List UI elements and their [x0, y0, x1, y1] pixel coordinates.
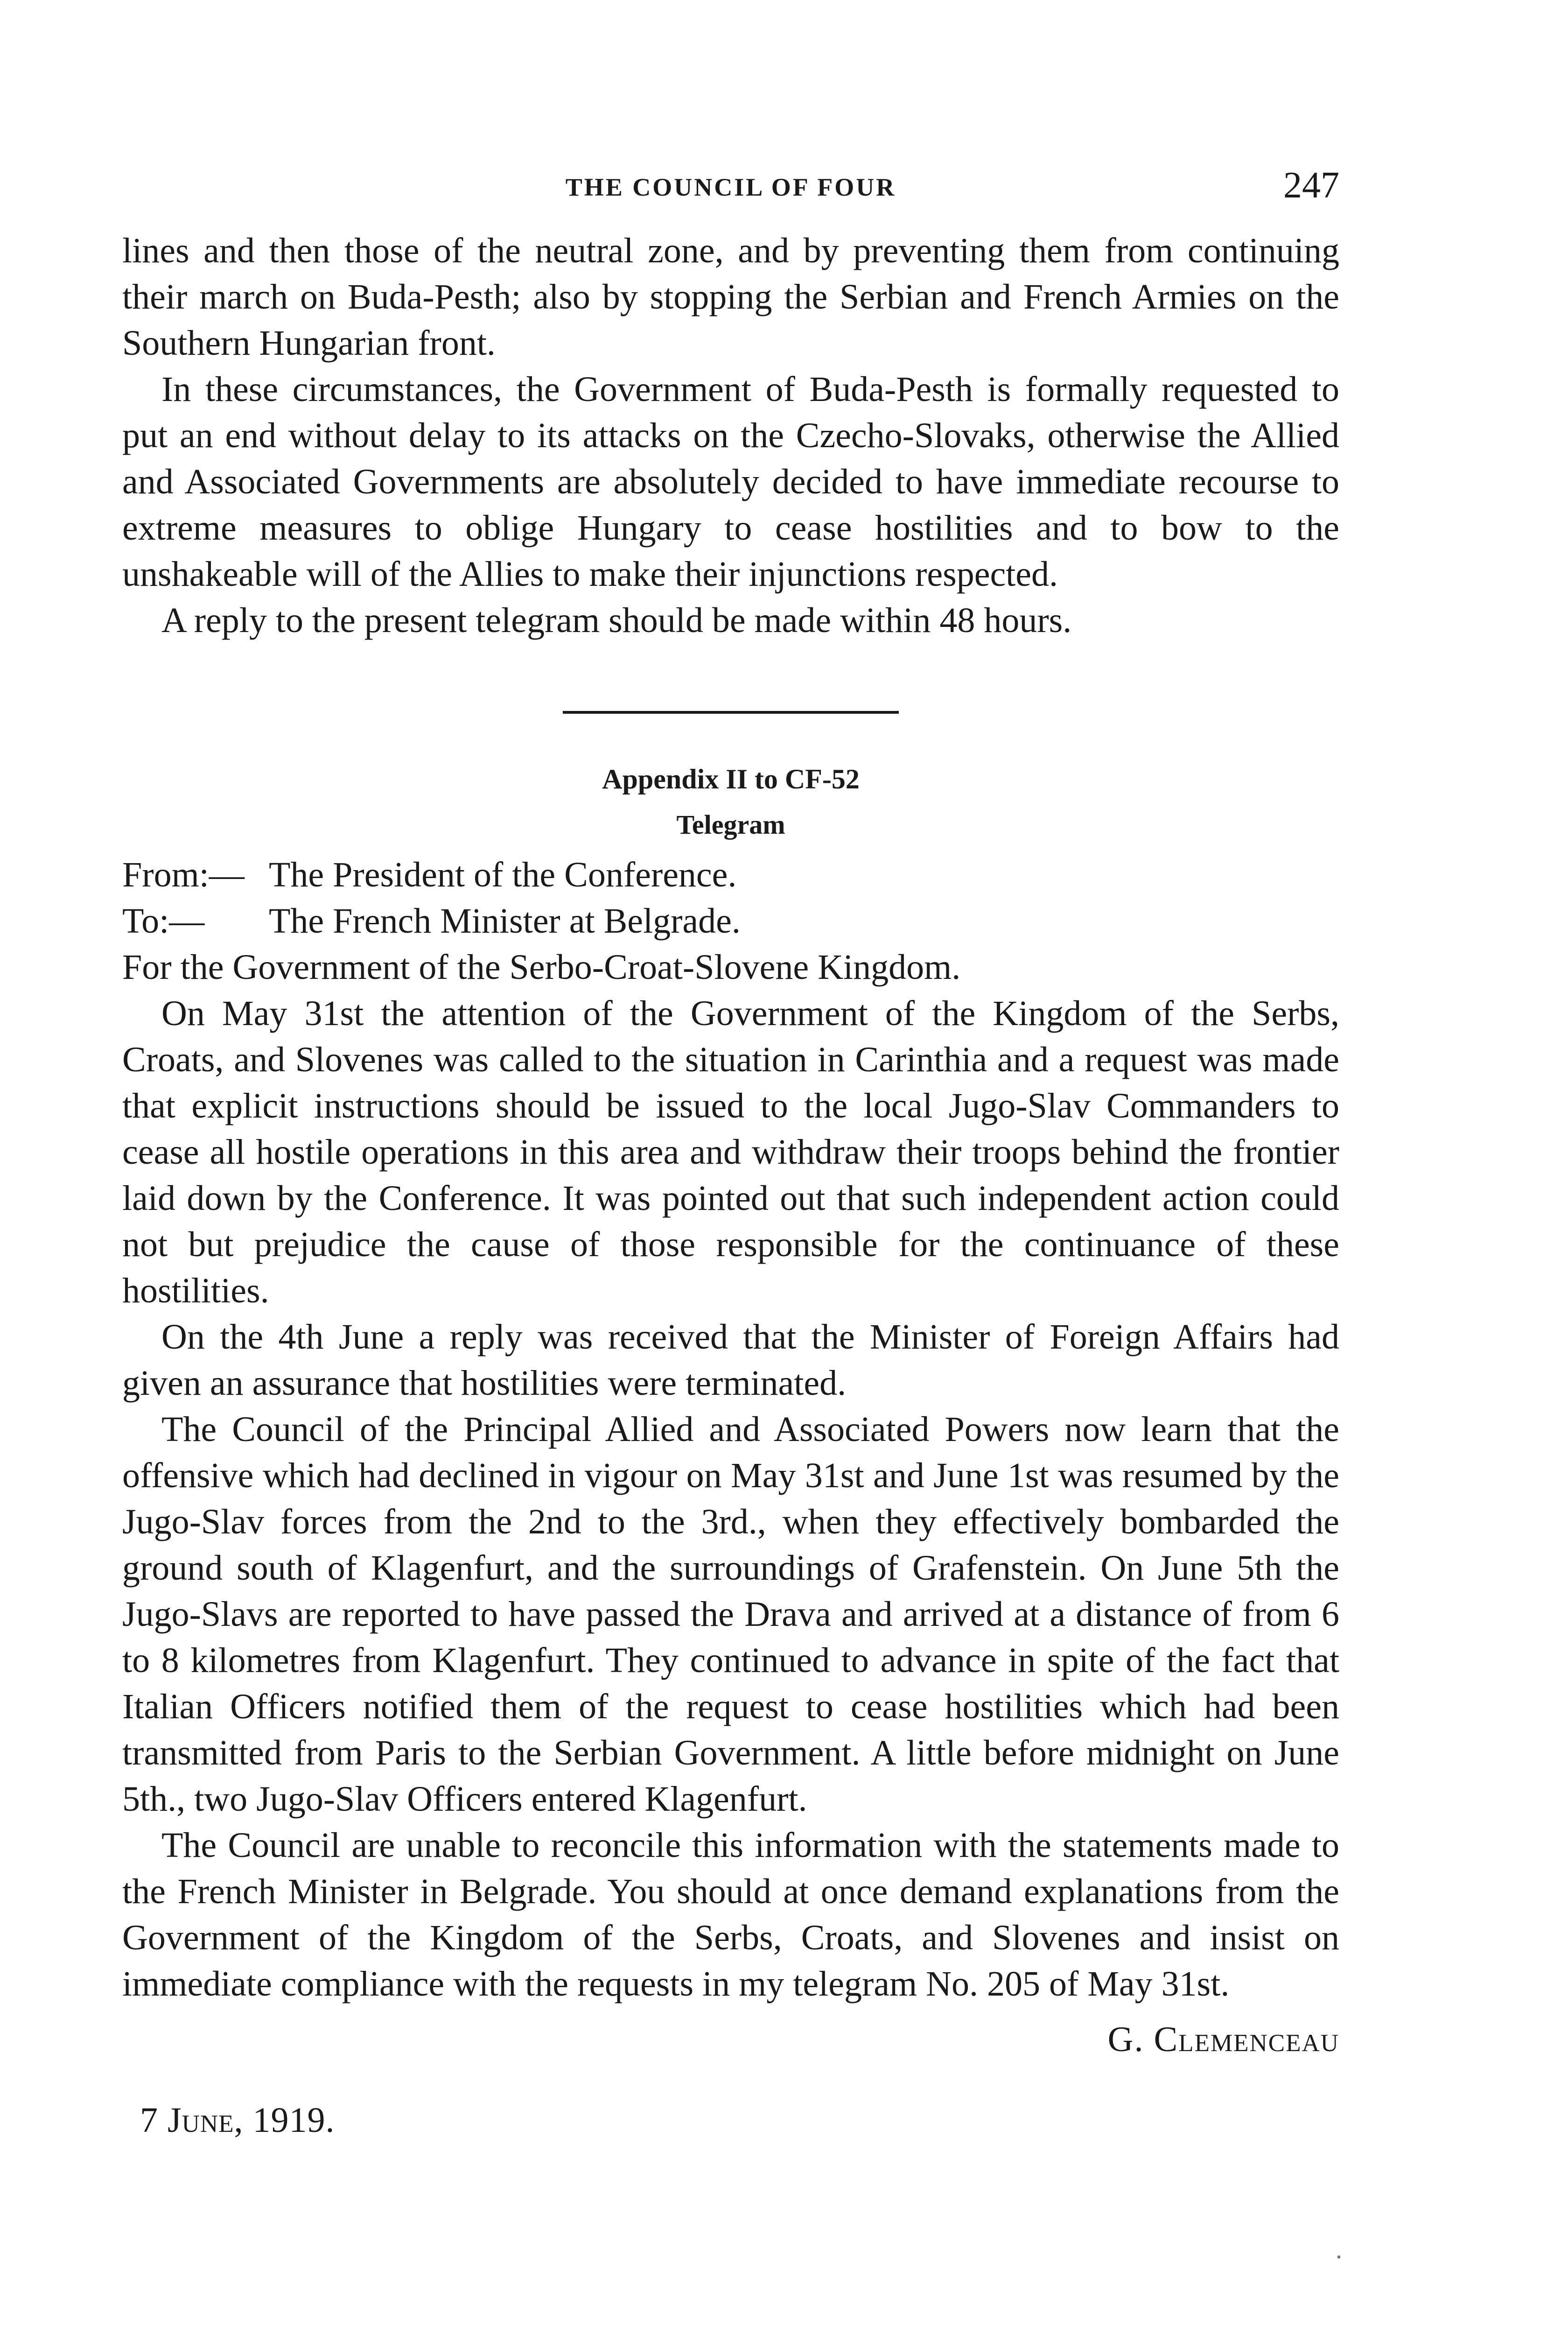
to-label: To:— — [122, 901, 205, 941]
appendix-title: Appendix II to CF-52 — [602, 764, 860, 794]
from-line — [122, 852, 1339, 898]
body-text — [122, 228, 1339, 2144]
running-title: THE COUNCIL OF FOUR — [565, 173, 896, 201]
telegram-address — [122, 852, 1339, 991]
section-divider — [563, 711, 899, 714]
dateline: 7 June, 1919. — [140, 2101, 335, 2140]
for-line: For the Government of the Serbo-Croat-Slovene Kingdom. — [122, 948, 961, 987]
paragraph: The Council are unable to reconcile this information with the statements made to the French Minister in Belgrade. You should at once demand explanations from the Government of the Kingdom of the Serbs, Croats, and Slovenes and insist on immediate compliance with the requests in my telegram No. 205 of May 31st. — [122, 1826, 1339, 2004]
paragraph: A reply to the present telegram should be made within 48 hours. — [161, 601, 1072, 640]
to-value: The French Minister at Belgrade. — [269, 901, 741, 941]
paragraph: On the 4th June a reply was received that the Minister of Foreign Affairs had given an assurance that hostilities were terminated. — [122, 1317, 1339, 1403]
from-value: The President of the Conference. — [269, 855, 737, 894]
page-number: 247 — [1283, 165, 1339, 206]
appendix-subtitle: Telegram — [676, 809, 785, 840]
paragraph: On May 31st the attention of the Government of the Kingdom of the Serbs, Croats, and Slovenes was called to the situation in Carinthia and a request was made that explicit instructions should be issued to the local Jugo-Slav Commanders to cease all hostile operations in this area and withdraw their troops behind the frontier laid down by the Conference. It was pointed out that such independent action could not but prejudice the cause of those responsible for the continuance of these hostilities. — [122, 994, 1339, 1310]
signature: G. Clemenceau — [1107, 2020, 1339, 2059]
continued-paragraph: lines and then those of the neutral zone, and by preventing them from continuing their march on Buda-Pesth; also by stopping the Serbian and French Armies on the Southern Hungarian front. — [122, 231, 1339, 363]
paragraph: In these circumstances, the Government of Buda-Pesth is formally requested to put an end without delay to its attacks on the Czecho-Slovaks, otherwise the Allied and Associated Governments are absolutely decided to have immediate recourse to extreme measures to oblige Hungary to cease hostilities and to bow to the unshakeable will of the Allies to make their injunctions respected. — [122, 370, 1339, 594]
print-speck — [1337, 2256, 1340, 2258]
running-header — [122, 164, 1339, 211]
to-line — [122, 898, 1339, 944]
from-label: From:— — [122, 855, 245, 894]
paragraph: The Council of the Principal Allied and Associated Powers now learn that the offensive which had declined in vigour on May 31st and June 1st was resumed by the Jugo-Slav forces from the 2nd to the 3rd., when they effectively bombarded the ground south of Klagenfurt, and the surroundings of Grafenstein. On June 5th the Jugo-Slavs are reported to have passed the Drava and arrived at a distance of from 6 to 8 kilometres from Klagenfurt. They continued to advance in spite of the fact that Italian Officers notified them of the request to cease hostilities which had been transmitted from Paris to the Serbian Government. A little before midnight on June 5th., two Jugo-Slav Officers entered Klagenfurt. — [122, 1410, 1339, 1819]
